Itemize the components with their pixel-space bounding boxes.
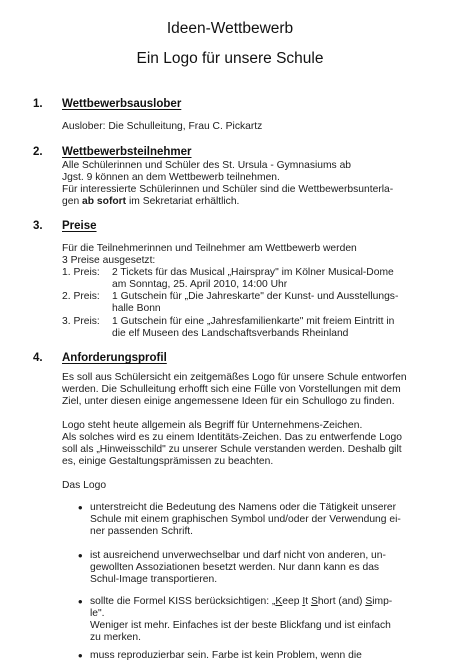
bullet-line: ist ausreichend unverwechselbar und darf nicht von anderen, un- <box>90 550 386 561</box>
paragraph-line: Als solches wird es zu einem Identitäts-Zeichen. Das zu entwerfende Logo <box>62 432 402 443</box>
prize-text: 2 Tickets für das Musical „Hairspray" im Kölner Musical-Dome <box>112 267 394 278</box>
paragraph-line: es, einige Gestaltungsprämissen zu beachten. <box>62 456 274 467</box>
text-line: Alle Schülerinnen und Schüler des St. Ursula - Gymnasiums ab <box>62 160 352 171</box>
bullet-line: Schule mit einem graphischen Symbol und/oder der Verwendung ei- <box>90 514 401 525</box>
bullet-icon: • <box>78 548 83 563</box>
bullet-line <box>90 596 392 608</box>
text-line: Für interessierte Schülerinnen und Schüler sind die Wettbewerbsunterla- <box>62 184 394 195</box>
text-line: 3 Preise ausgesetzt: <box>62 255 156 266</box>
page-subtitle: Ein Logo für unsere Schule <box>136 50 324 67</box>
text-line: Für die Teilnehmerinnen und Teilnehmer am Wettbewerb werden <box>62 243 357 254</box>
text-fragment: eep <box>282 596 303 607</box>
section-number: 2. <box>33 146 43 158</box>
paragraph-line: werden. Die Schulleitung erhofft sich eine Fülle von Vorstellungen mit dem <box>62 384 401 395</box>
bullet-icon: • <box>78 500 83 515</box>
bullet-line: unterstreicht die Bedeutung des Namens oder die Tätigkeit unserer <box>90 502 397 513</box>
section-heading: Wettbewerbsauslober <box>62 98 182 110</box>
prize-text: halle Bonn <box>112 303 161 314</box>
section-heading: Anforderungsprofil <box>62 352 167 364</box>
paragraph-line: Es soll aus Schülersicht ein zeitgemäßes Logo für unsere Schule entworfen <box>62 372 407 383</box>
emphasis: ab sofort <box>82 196 127 207</box>
kiss-letter: S <box>365 596 373 607</box>
text-line: Jgst. 9 können an dem Wettbewerb teilnehmen. <box>62 172 280 183</box>
prize-text: am Sonntag, 25. April 2010, 14:00 Uhr <box>112 279 288 290</box>
text-fragment: sollte die Formel KISS berücksichtigen: „ <box>90 596 276 607</box>
text-fragment: imp- <box>372 596 393 607</box>
prize-text: 1 Gutschein für eine „Jahresfamilienkarte" mit freiem Eintritt in <box>112 316 395 327</box>
prize-text: die elf Museen des Landschaftsverbands Rheinland <box>112 328 349 339</box>
prize-text: 1 Gutschein für „Die Jahreskarte" der Kunst- und Ausstellungs- <box>112 291 399 302</box>
section-heading: Preise <box>62 220 97 232</box>
section-number: 3. <box>33 220 43 232</box>
kiss-letter: K <box>275 596 283 607</box>
page-title: Ideen-Wettbewerb <box>166 20 294 37</box>
section-number: 1. <box>33 98 43 110</box>
text-fragment: t <box>305 596 311 607</box>
text-line <box>62 196 239 208</box>
prize-label: 2. Preis: <box>62 291 100 302</box>
das-logo-label: Das Logo <box>62 480 107 491</box>
text-fragment: hort (and) <box>317 596 366 607</box>
bullet-line: Weniger ist mehr. Einfaches ist der beste Blickfang und ist einfach <box>90 620 391 631</box>
prize-label: 3. Preis: <box>62 316 100 327</box>
section-heading: Wettbewerbsteilnehmer <box>62 146 192 158</box>
paragraph-line: soll als „Hinweisschild" zu unserer Schule verstanden werden. Deshalb gilt <box>62 444 402 455</box>
bullet-line: ner passenden Schrift. <box>90 526 194 537</box>
text-fragment: gen <box>62 196 83 207</box>
text-fragment: im Sekretariat erhältlich. <box>126 196 240 207</box>
bullet-line: Schul-Image transportieren. <box>90 574 218 585</box>
bullet-icon: • <box>78 648 83 663</box>
text-line: Auslober: Die Schulleitung, Frau C. Pickartz <box>62 121 263 132</box>
kiss-letter: S <box>310 596 318 607</box>
paragraph-line: Logo steht heute allgemein als Begriff für Unternehmens-Zeichen. <box>62 420 363 431</box>
bullet-line: gewollten Assoziationen besetzt werden. Nur dann kann es das <box>90 562 380 573</box>
bullet-line: muss reproduzierbar sein. Farbe ist kein Problem, wenn die <box>90 650 362 661</box>
kiss-letter: I <box>302 596 306 607</box>
section-number: 4. <box>33 352 43 364</box>
bullet-icon: • <box>78 594 83 609</box>
paragraph-line: Ziel, unter diesen einige angemessene Ideen für ein Schullogo zu finden. <box>62 396 395 407</box>
bullet-line: le". <box>90 608 105 619</box>
prize-label: 1. Preis: <box>62 267 100 278</box>
bullet-line: zu merken. <box>90 632 141 643</box>
